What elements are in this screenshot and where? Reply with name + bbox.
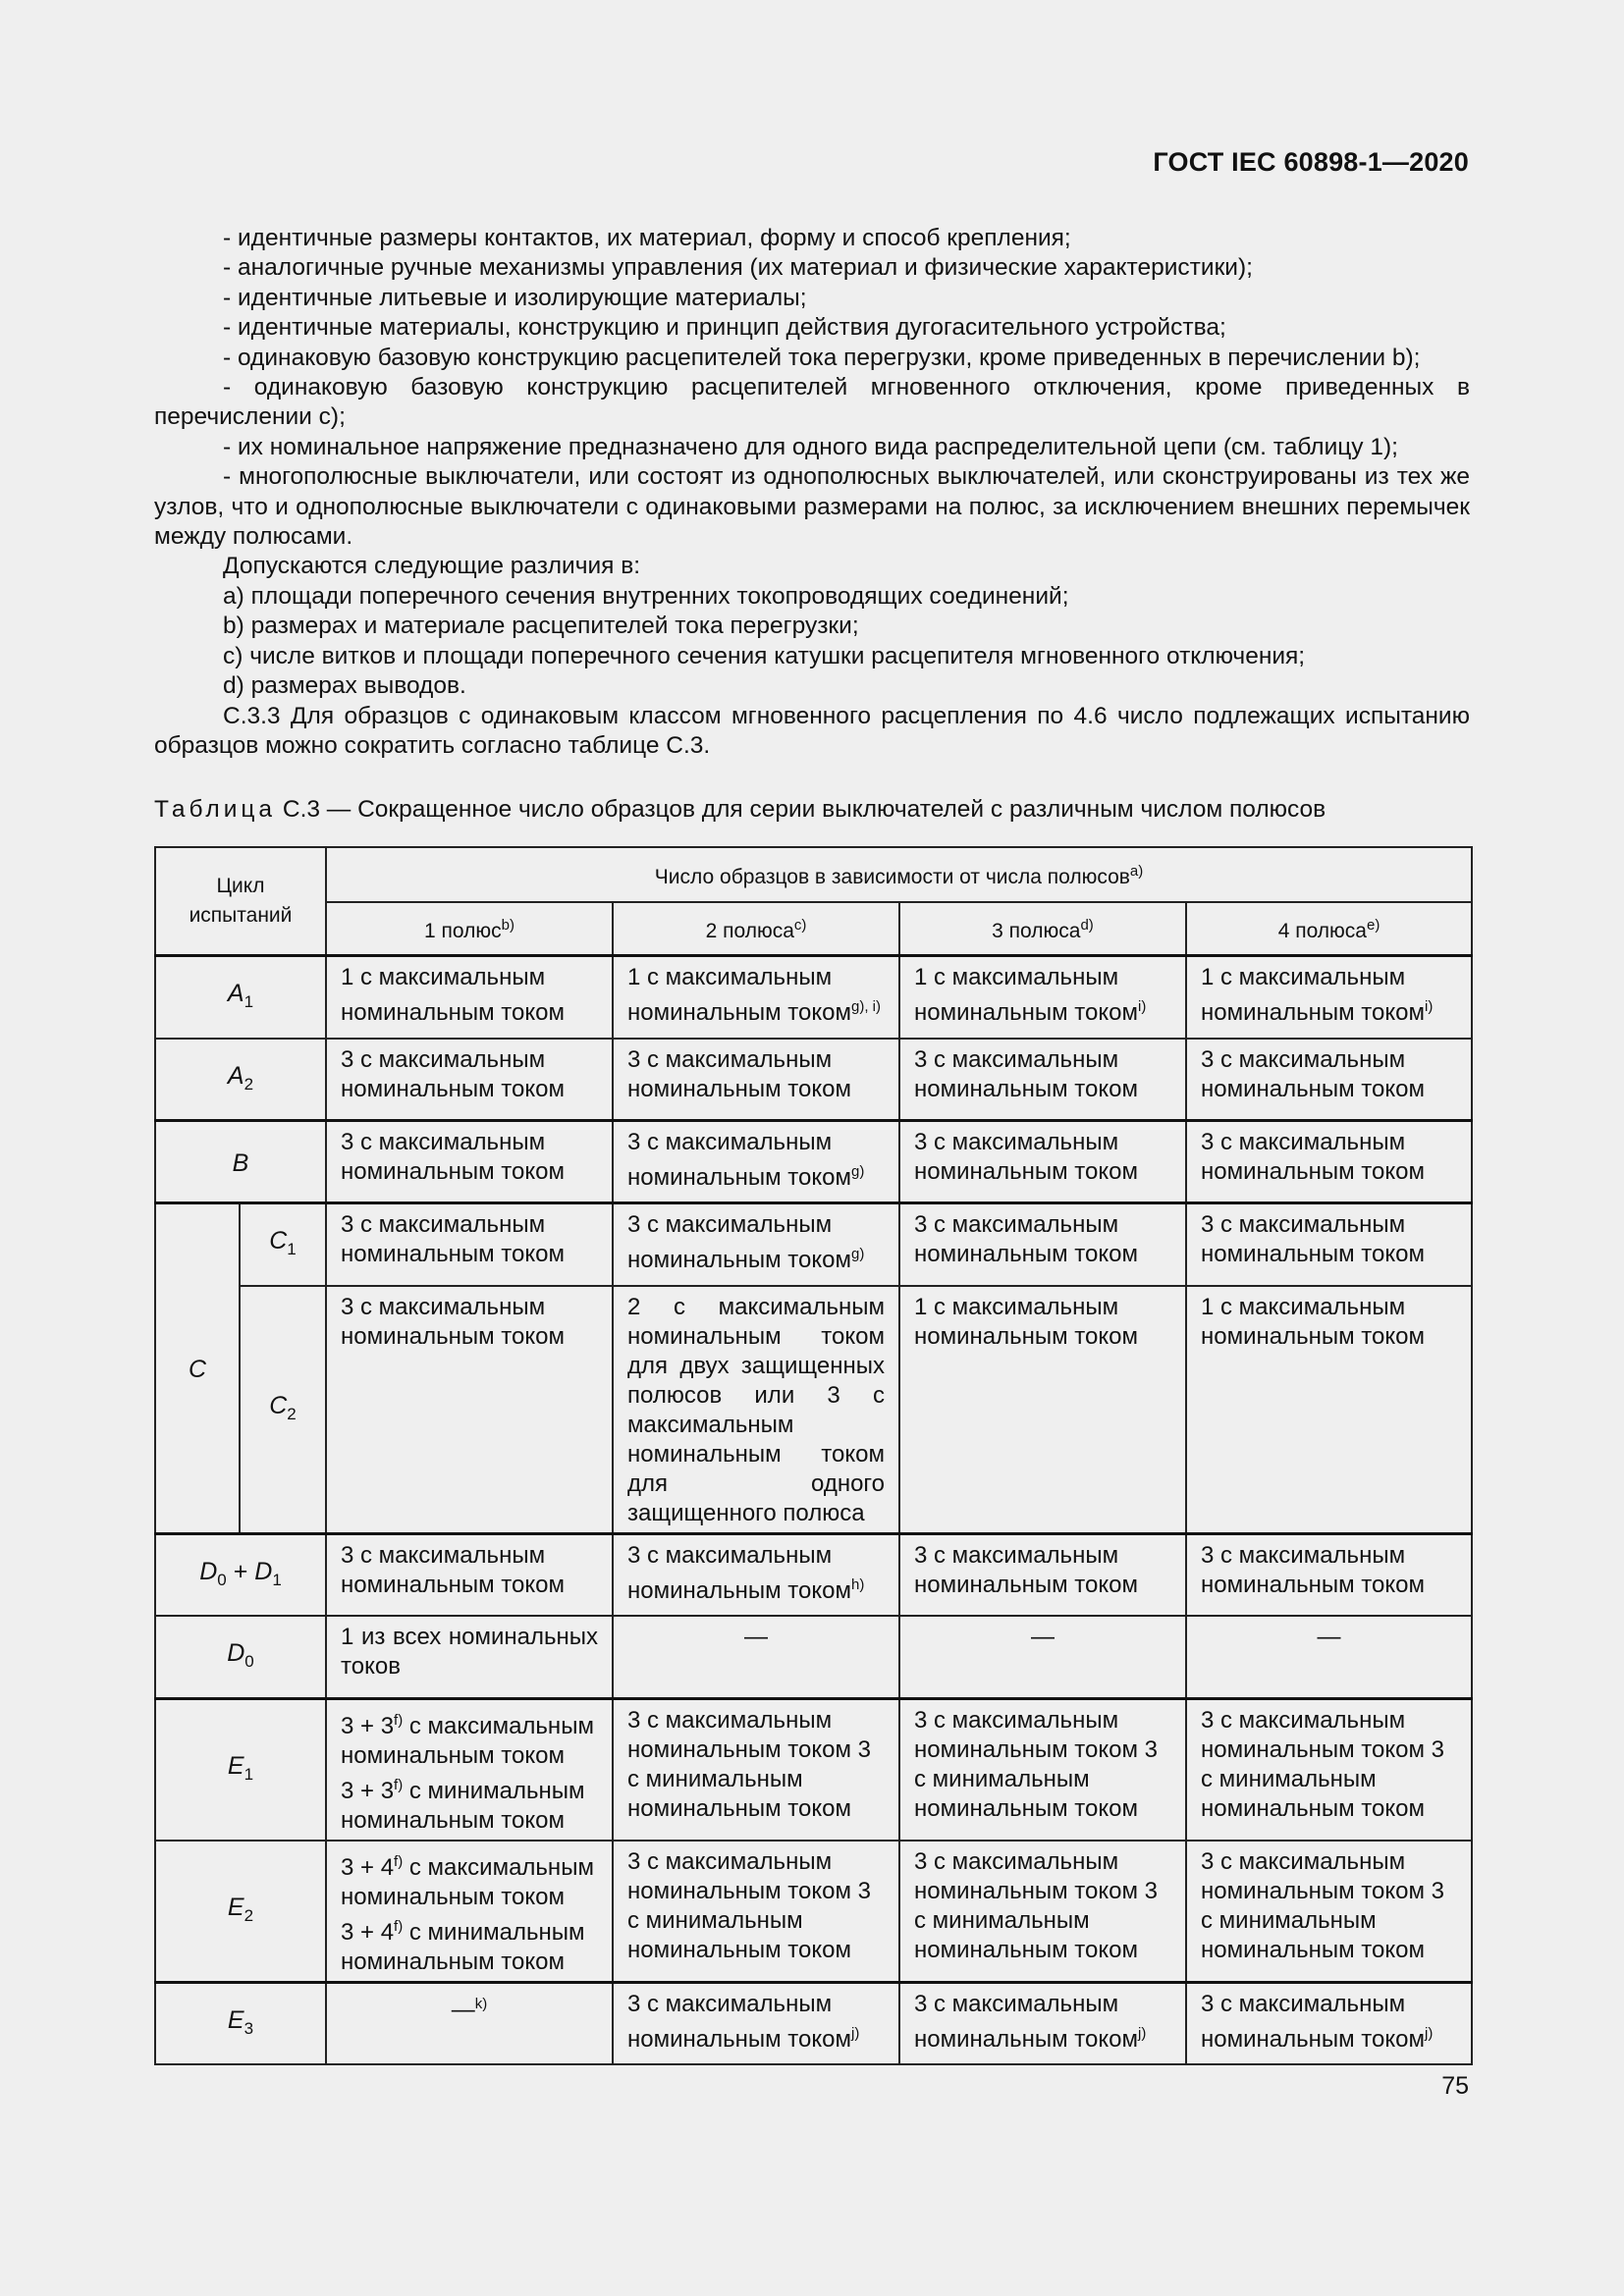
table-row [155,1203,1472,1286]
table-cell: — [1186,1616,1472,1698]
header-pole: 4 полюса$^{e)}$ [1186,902,1472,956]
table-cell: 3 с максимальным номинальным током [326,1203,613,1286]
header-pole: 2 полюса$^{c)}$ [613,902,899,956]
table-cell: — [899,1616,1186,1698]
table-cell: — [613,1616,899,1698]
table-row [155,1121,1472,1203]
table-row [155,1616,1472,1698]
paragraph: - идентичные материалы, конструкцию и принцип действия дугогасительного устройства; [223,314,1226,342]
paragraph: - идентичные литьевые и изолирующие материалы; [223,284,807,311]
cycle-cell: $A_1$ [155,956,326,1039]
page-number: 75 [1441,2072,1469,2100]
table-cell: 3 с максимальным номинальным током 3 с минимальным номинальным током [613,1841,899,1983]
caption-text: С.3 — Сокращенное число образцов для серии выключателей с различным числом полюсов [276,796,1326,823]
header-cycle: Цикл испытаний [155,847,326,956]
table-cell: 3 с максимальным номинальным током$^{h)}$ [613,1533,899,1616]
header-samples: Число образцов в зависимости от числа полюсов$^{a)}$ [326,847,1472,902]
table-cell: 3 с максимальным номинальным током$^{g)}$ [613,1203,899,1286]
table-cell: 3 с максимальным номинальным током [899,1039,1186,1121]
table-cell: $3 + 4^{f)}$ с максимальным номинальным током $3 + 4^{f)}$ с минимальным номинальным током [326,1841,613,1983]
paragraph: - идентичные размеры контактов, их материал, форму и способ крепления; [223,225,1071,251]
list-item: d) размерах выводов. [223,672,466,700]
cycle-cell: $E_1$ [155,1698,326,1841]
cycle-cell: $D_0 + D_1$ [155,1533,326,1616]
header-pole: 1 полюс$^{b)}$ [326,902,613,956]
paragraph: - одинаковую базовую конструкцию расцепителей мгновенного отключения, кроме приведенных в перечислении с); [154,374,1470,431]
caption-label: Таблица [154,796,277,823]
table-row [155,1286,1472,1534]
cycle-subcell: $C_1$ [240,1203,326,1286]
paragraph: Допускаются следующие различия в: [223,553,641,580]
paragraph: - одинаковую базовую конструкцию расцепителей тока перегрузки, кроме приведенных в перечислении b); [223,344,1421,371]
paragraph: - многополюсные выключатели, или состоят из однополюсных выключателей, или сконструированы из тех же узлов, что и однополюсные выключатели с одинаковыми размерами на полюс, за исключением внешних перемычек между полюсами. [154,463,1470,551]
table-cell: 3 с максимальным номинальным током [1186,1533,1472,1616]
table-cell: 3 с максимальным номинальным током$^{j)}$ [613,1982,899,2064]
table-cell: 3 с максимальным номинальным током [899,1121,1186,1203]
table-cell: 3 с максимальным номинальным током 3 с минимальным номинальным током [1186,1841,1472,1983]
table-cell: 3 с максимальным номинальным током [899,1533,1186,1616]
cycle-cell: $E_3$ [155,1982,326,2064]
table-cell: 3 с максимальным номинальным током 3 с минимальным номинальным током [899,1698,1186,1841]
table-row [155,1698,1472,1841]
table-cell: 1 с максимальным номинальным током [899,1286,1186,1534]
paragraph: - аналогичные ручные механизмы управления (их материал и физические характеристики); [223,254,1253,282]
table-row [155,956,1472,1039]
table-cell: 3 с максимальным номинальным током 3 с минимальным номинальным током [1186,1698,1472,1841]
header-pole: 3 полюса$^{d)}$ [899,902,1186,956]
table-cell: 3 с максимальным номинальным током 3 с минимальным номинальным током [613,1698,899,1841]
table-cell: 1 с максимальным номинальным током$^{g), i)}$ [613,956,899,1039]
cycle-cell: $E_2$ [155,1841,326,1983]
table-header-row [155,902,1472,956]
table-cell: 1 с максимальным номинальным током [1186,1286,1472,1534]
table-cell: 1 из всех номинальных токов [326,1616,613,1698]
table-cell: 3 с максимальным номинальным током 3 с минимальным номинальным током [899,1841,1186,1983]
cycle-cell: $A_2$ [155,1039,326,1121]
table-row [155,1982,1472,2064]
cycle-cell: $D_0$ [155,1616,326,1698]
cycle-subcell: $C_2$ [240,1286,326,1534]
table-cell: 3 с максимальным номинальным током [1186,1039,1472,1121]
table-cell: 3 с максимальным номинальным током [613,1039,899,1121]
document-header: ГОСТ IEC 60898-1—2020 [1153,147,1469,177]
body-text [154,224,1470,761]
table-cell: 3 с максимальным номинальным током$^{g)}$ [613,1121,899,1203]
table-cell: 3 с максимальным номинальным током [1186,1203,1472,1286]
table-header-row [155,847,1472,902]
list-item: a) площади поперечного сечения внутренних токопроводящих соединений; [223,582,1069,610]
table-cell: 1 с максимальным номинальным током$^{i)}$ [1186,956,1472,1039]
table-cell: $3 + 3^{f)}$ с максимальным номинальным током $3 + 3^{f)}$ с минимальным номинальным током [326,1698,613,1841]
table-row [155,1841,1472,1983]
table-cell: 3 с максимальным номинальным током$^{j)}$ [1186,1982,1472,2064]
samples-table [154,846,1473,2065]
table-cell: 3 с максимальным номинальным током [1186,1121,1472,1203]
table-cell: 3 с максимальным номинальным током [326,1533,613,1616]
table-cell: —$^{k)}$ [326,1982,613,2064]
cycle-cell: C [155,1203,240,1534]
table-cell: 3 с максимальным номинальным током [326,1286,613,1534]
table-cell: 3 с максимальным номинальным током [326,1121,613,1203]
paragraph: - их номинальное напряжение предназначено для одного вида распределительной цепи (см. таблицу 1); [223,433,1398,460]
table-cell: 3 с максимальным номинальным током [326,1039,613,1121]
table-row [155,1039,1472,1121]
list-item: c) числе витков и площади поперечного сечения катушки расцепителя мгновенного отключения; [223,642,1306,669]
table-cell: 2 с максимальным номинальным током для двух защищенных полюсов или 3 с максимальным номинальным током для одного защищенного полюса [613,1286,899,1534]
table-cell: 1 с максимальным номинальным током [326,956,613,1039]
list-item: b) размерах и материале расцепителей тока перегрузки; [223,613,859,640]
table-row [155,1533,1472,1616]
table-cell: 3 с максимальным номинальным током [899,1203,1186,1286]
cycle-cell: B [155,1121,326,1203]
paragraph: С.3.3 Для образцов с одинаковым классом мгновенного расцепления по 4.6 число подлежащих испытанию образцов можно сократить согласно таблице С.3. [154,702,1470,759]
table-cell: 1 с максимальным номинальным током$^{i)}$ [899,956,1186,1039]
table-caption [154,796,1326,824]
table-cell: 3 с максимальным номинальным током$^{j)}$ [899,1982,1186,2064]
